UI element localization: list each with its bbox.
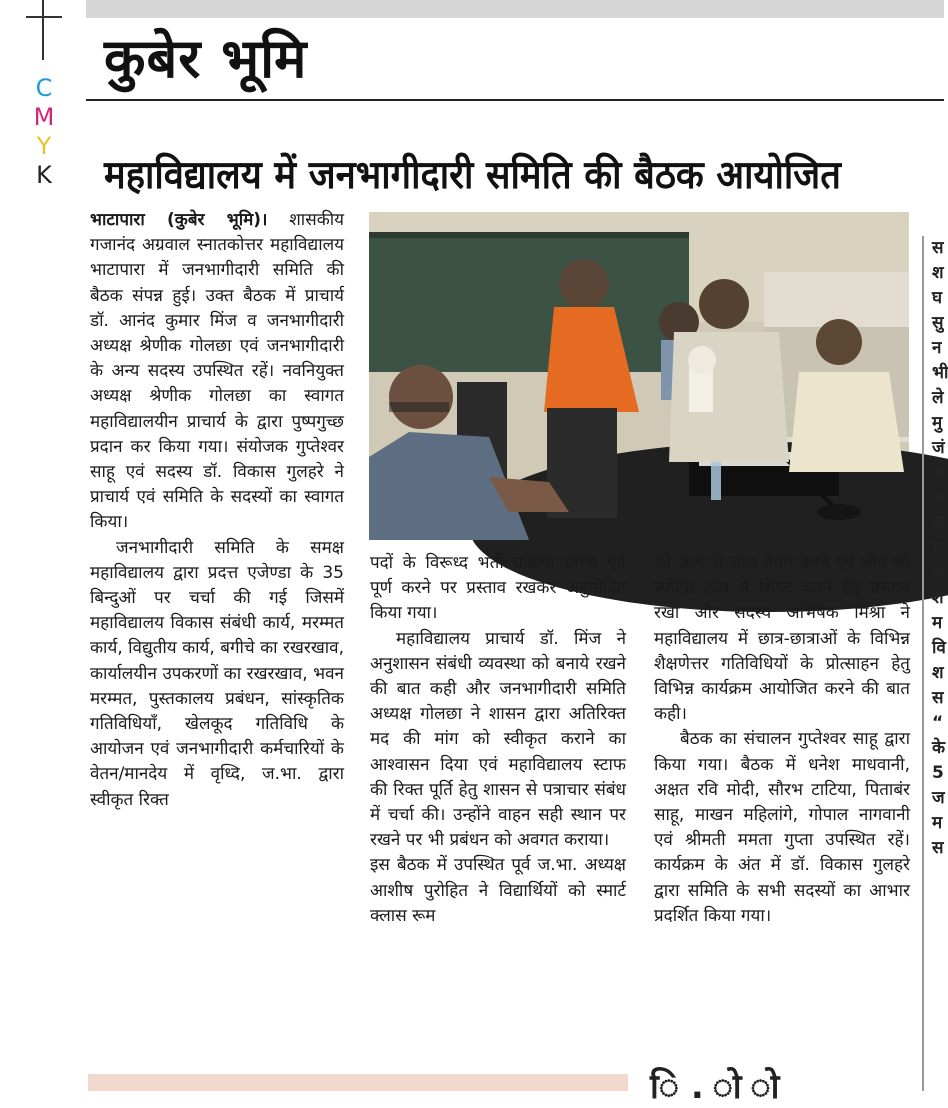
paragraph: इस बैठक में उपस्थित पूर्व ज.भा. अध्यक्ष आशीष पुरोहित ने विद्यार्थियों को स्मार्ट क्लास रूम (370, 855, 626, 926)
edge-glyph: श (932, 588, 944, 608)
bottom-shaded-box (88, 1074, 628, 1091)
article-column-2 (370, 551, 626, 1091)
edge-glyph: श (932, 663, 944, 683)
cmyk-k: K (36, 161, 52, 189)
paragraph (90, 208, 344, 536)
paragraph: बैठक का संचालन गुप्तेश्वर साहू द्वारा किया गया। बैठक में धनेश माधवानी, अक्षत रवि मोदी, सौरभ टाटिया, पिताबंर साहू, माखन महिलांगे, गोपाल नागवानी एवं श्रीमती ममता गुप्ता उपस्थित रहें। कार्यक्रम के अंत में डॉ. विकास गुलहरे द्वारा समिति के सभी सदस्यों का आभार प्रदर्शित किया गया। (654, 729, 910, 926)
edge-glyph: म (932, 613, 943, 633)
edge-glyph: अ (932, 563, 945, 583)
edge-glyph: म (932, 813, 943, 833)
article-headline: महाविद्यालय में जनभागीदारी समिति की बैठक आयोजित (104, 153, 841, 198)
paragraph-text: शासकीय गजानंद अग्रवाल स्नातकोत्तर महाविद्यालय भाटापारा में जनभागीदारी समिति की बैठक संपन्न हुई। उक्त बैठक में प्राचार्य डॉ. आनंद कुमार मिंज व जनभागीदारी अध्यक्ष श्रेणीक गोलछा एवं जनभागीदारी के अन्य सदस्य उपस्थित रहें। नवनियुक्त अध्यक्ष श्रेणीक गोलछा का स्वागत महाविद्यालयीन प्राचार्य के द्वारा पुष्पगुच्छ प्रदान कर किया गया। संयोजक गुप्तेश्वर साहू एवं सदस्य डॉ. विकास गुलहरे ने प्राचार्य एवं समिति के सदस्यों का स्वागत किया। (90, 210, 345, 533)
article-column-1 (90, 208, 344, 1084)
edge-glyph: अ (932, 463, 945, 483)
edge-glyph: वि (932, 638, 946, 658)
paragraph: को जल्द से जल्द तैयार करने एवं जीम को स्पोर्टस हॉल में शिफ्ट करने हेतु प्रस्ताव रखा और सदस्य अभिषेक मिश्रा ने महाविद्यालय में छात्र-छात्राओं के विभिन्न शैक्षणेत्तर गतिविधियों के प्रोत्साहन हेतु विभिन्न कार्यक्रम आयोजित करने की बात कही। (654, 553, 910, 725)
article-column-3 (654, 551, 910, 1091)
edge-glyph: “ (932, 713, 944, 733)
edge-glyph: स (932, 238, 944, 258)
meeting-photo (369, 212, 909, 540)
edge-glyph: म (932, 538, 943, 558)
masthead-rule (86, 99, 944, 101)
edge-glyph: न (932, 338, 942, 358)
top-gray-bar (86, 0, 944, 18)
edge-glyph: घ (932, 288, 943, 308)
cmyk-color-marks (32, 74, 56, 190)
edge-glyph: 5 (932, 763, 944, 783)
edge-glyph: के (932, 738, 946, 758)
edge-glyph: श (932, 263, 944, 283)
edge-glyph: भी (932, 363, 948, 383)
paragraph: जनभागीदारी समिति के समक्ष महाविद्यालय द्वारा प्रदत्त एजेण्डा के 35 बिन्दुओं पर चर्चा की गई जिसमें महाविद्यालय विकास संबंधी कार्य, मरम्मत कार्य, विद्युतीय कार्य, बगीचे का रखरखाव, कार्यालयीन उपकरणों का रखरखाव, भवन मरम्मत, पुस्तकालय प्रबंधन, सांस्कृतिक गतिविधियाँ, खेलकूद गतिविधि के आयोजन एवं जनभागीदारी कर्मचारियों के वेतन/मानदेय में वृध्दि, ज.भा. द्वारा स्वीकृत रिक्त (90, 537, 344, 810)
registration-mark-vertical (42, 0, 44, 60)
cmyk-c: C (35, 74, 53, 102)
edge-glyph: क (932, 513, 946, 533)
edge-glyph: सु (932, 313, 944, 333)
paragraph: महाविद्यालय प्राचार्य डॉ. मिंज ने अनुशासन संबंधी व्यवस्था को बनाये रखने की बात कही और जनभागीदारी समिति अध्यक्ष गोलछा ने शासन द्वारा अतिरिक्त मद की मांग को स्वीकृत कराने का आश्वासन दिया एवं महाविद्यालय स्टाफ की रिक्त पूर्ति हेतु शासन से पत्राचार संबंध में चर्चा की। उन्होंने वाहन सही स्थान पर रखने पर भी प्रबंधन को अवगत कराया। (370, 628, 626, 851)
edge-glyph: जं (932, 438, 945, 458)
edge-glyph: मु (932, 413, 943, 433)
edge-glyph: ले (932, 388, 944, 408)
cmyk-y: Y (36, 132, 52, 160)
paragraph: पदों के विरूध्द भर्ती प्रक्रिया प्रारंभ एवं पूर्ण करने पर प्रस्ताव रखकर अनुमोदित किया गया। (370, 553, 626, 624)
edge-glyph: स (932, 688, 944, 708)
adjacent-article-edge (922, 236, 948, 1091)
cmyk-m: M (33, 103, 55, 131)
bottom-cut-headline: ि . ो ो (650, 1067, 780, 1107)
newspaper-masthead: कुबेर भूमि (104, 26, 308, 90)
registration-mark-horizontal (26, 16, 62, 18)
edge-glyph: स (932, 838, 944, 858)
edge-glyph: ज (932, 788, 945, 808)
edge-glyph: अ (932, 488, 945, 508)
dateline: भाटापारा (कुबेर भूमि)। (90, 210, 268, 230)
